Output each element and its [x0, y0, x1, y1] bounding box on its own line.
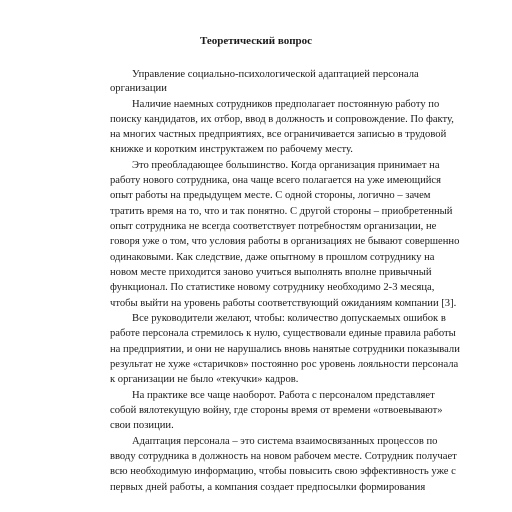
text-line: Все руководители желают, чтобы: количество допускаемых ошибок в: [132, 313, 446, 324]
text-line: на многих частных предприятиях, все ограничивается записью в трудовой: [110, 129, 447, 140]
text-line: результат не хуже «старичков» постоянно рос уровень лояльности персонала: [110, 359, 459, 370]
text-line: поиску кандидатов, их отбор, ввод в должность и сопровождение. По факту,: [110, 114, 454, 125]
text-line: первых дней работы, а компания создает предпосылки формирования: [110, 482, 426, 493]
text-line: Адаптация персонала – это система взаимосвязанных процессов по: [132, 436, 438, 447]
text-line: работу нового сотрудника, она чаще всего полагается на уже имеющийся: [110, 175, 441, 186]
text-line: книжке и коротким инструктажем по рабочему месту.: [110, 144, 353, 155]
text-line: одинаковыми. Как следствие, даже опытному в прошлом сотруднику на: [110, 252, 435, 263]
text-line: тратить время на то, что и так понятно. С другой стороны – приобретенный: [110, 206, 453, 217]
text-line: новом месте приходится заново учиться выполнять вполне привычный: [110, 267, 432, 278]
text-line: к организации не было «текучки» кадров.: [110, 374, 299, 385]
text-line: собой вялотекущую войну, где стороны время от времени «отвоевывают»: [110, 405, 443, 416]
text-line: функционал. По статистике новому сотруднику необходимо 2-3 месяца,: [110, 282, 435, 293]
text-line: свои позиции.: [110, 420, 174, 431]
text-line: вводу сотрудника в должность на новом рабочем месте. Сотрудник получает: [110, 451, 457, 462]
text-line: Это преобладающее большинство. Когда организация принимает на: [132, 160, 440, 171]
text-line: говоря уже о том, что условия работы в организациях не бывают совершенно: [110, 236, 460, 247]
text-line: Наличие наемных сотрудников предполагает постоянную работу по: [132, 99, 440, 110]
section-heading: Теоретический вопрос: [199, 35, 313, 47]
text-line: на предприятии, и они не нарушались вновь нанятые сотрудники показывали: [110, 344, 460, 355]
text-line: На практике все чаще наоборот. Работа с персоналом представляет: [132, 390, 435, 401]
text-line: опыт сотрудника не всегда соответствует потребностям организации, не: [110, 221, 437, 232]
text-line: чтобы выйти на уровень работы соответствующий ожиданиям компании [3].: [110, 298, 457, 309]
text-line: работе персонала стремилось к нулю, существовали единые правила работы: [110, 328, 456, 339]
text-line: Управление социально-психологической адаптацией персонала: [132, 69, 419, 80]
text-line: опыт работы на предыдущем месте. С одной стороны, логично – зачем: [110, 190, 431, 201]
text-line: всю необходимую информацию, чтобы повысить свою эффективность уже с: [110, 466, 456, 477]
text-line: организации: [110, 83, 167, 94]
